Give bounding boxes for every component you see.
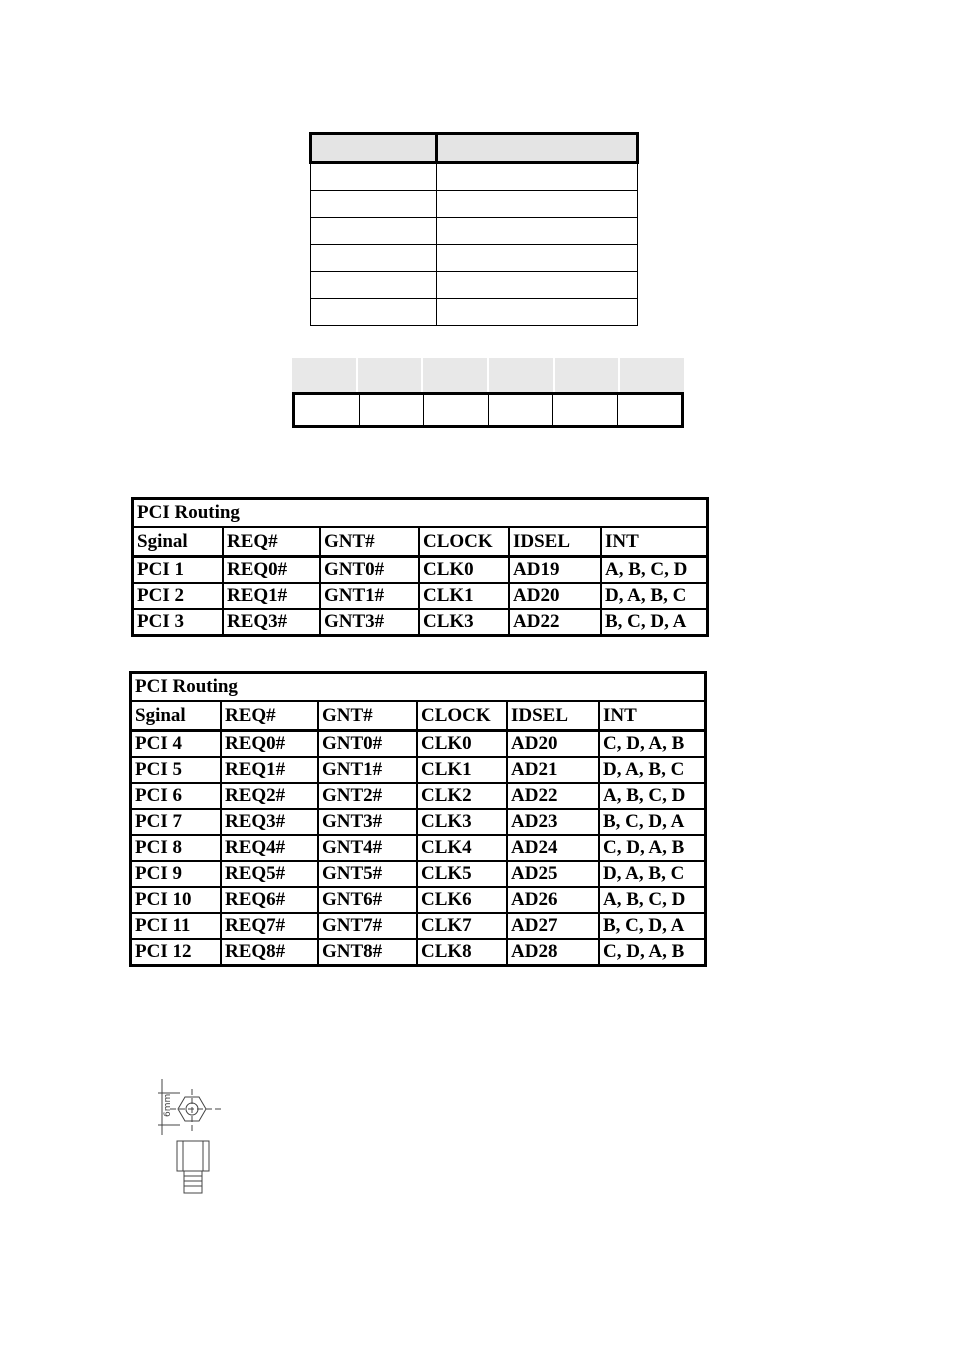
table-cell: CLK2 [417,783,507,809]
table-row [311,163,638,191]
table-row [133,609,708,636]
table-cell: C, D, A, B [599,731,706,758]
table-header-row [311,134,638,163]
table-cell [555,358,621,392]
table-cell: PCI 10 [131,887,222,913]
table-cell: CLK0 [419,557,509,584]
column-header: IDSEL [507,701,599,731]
table-cell: A, B, C, D [599,887,706,913]
table-cell [620,358,684,392]
table-cell: REQ0# [223,557,320,584]
table-row [131,835,706,861]
table-cell: PCI 6 [131,783,222,809]
table-cell [437,163,638,191]
table-cell [295,395,360,425]
column-header: IDSEL [509,527,601,557]
table-cell [437,191,638,218]
table-cell: AD20 [509,583,601,609]
table-cell: GNT1# [318,757,417,783]
standoff-diagram [140,1075,230,1200]
table-cell [437,272,638,299]
table-cell [553,395,618,425]
table-cell: C, D, A, B [599,939,706,966]
table-cell: PCI 12 [131,939,222,966]
table-cell [311,191,437,218]
table-cell: AD28 [507,939,599,966]
table-row [131,887,706,913]
table-cell: REQ3# [223,609,320,636]
table-row [311,191,638,218]
table-row [292,392,684,428]
table-cell: AD24 [507,835,599,861]
column-header: INT [601,527,708,557]
table-cell: GNT0# [320,557,419,584]
table-cell: GNT3# [318,809,417,835]
table-cell [423,358,489,392]
table-cell: B, C, D, A [599,913,706,939]
column-header: CLOCK [419,527,509,557]
table-row [133,557,708,584]
table-cell: GNT1# [320,583,419,609]
table-cell: REQ0# [221,731,318,758]
table-cell: PCI 3 [133,609,224,636]
table-cell: D, A, B, C [599,757,706,783]
table-row [311,272,638,299]
table-row [311,299,638,326]
pci-routing-table-1 [131,497,709,637]
table-cell [311,299,437,326]
table-cell: D, A, B, C [599,861,706,887]
table-cell: GNT5# [318,861,417,887]
table-cell: A, B, C, D [601,557,708,584]
table-cell: REQ5# [221,861,318,887]
table-cell: AD22 [509,609,601,636]
table-cell: CLK1 [417,757,507,783]
table-cell: REQ3# [221,809,318,835]
table-cell: REQ1# [221,757,318,783]
table-cell: GNT2# [318,783,417,809]
table-cell [489,358,555,392]
dimension-label: 6mm [163,1093,173,1117]
table-row [311,245,638,272]
table-cell: CLK8 [417,939,507,966]
table-cell: AD22 [507,783,599,809]
table-cell [360,395,425,425]
table-cell: PCI 9 [131,861,222,887]
table-cell: AD25 [507,861,599,887]
table-header-row [131,701,706,731]
table-cell: CLK3 [417,809,507,835]
table-cell: CLK3 [419,609,509,636]
standoff-body-icon [177,1141,209,1171]
table-cell: CLK4 [417,835,507,861]
table-cell: A, B, C, D [599,783,706,809]
blank-six-column-table [292,358,684,428]
column-header: REQ# [221,701,318,731]
table-cell: CLK5 [417,861,507,887]
table-cell [358,358,424,392]
table-cell: GNT6# [318,887,417,913]
table-cell: B, C, D, A [601,609,708,636]
table-cell [437,245,638,272]
table-cell: D, A, B, C [601,583,708,609]
table-cell [437,218,638,245]
table-cell: GNT7# [318,913,417,939]
table-row [133,583,708,609]
table-cell [437,299,638,326]
table-cell: REQ1# [223,583,320,609]
table-cell: PCI 1 [133,557,224,584]
table-cell [292,358,358,392]
table-title: PCI Routing [133,499,708,528]
table-cell [437,134,638,163]
table-cell: GNT8# [318,939,417,966]
column-header: GNT# [320,527,419,557]
table-cell [489,395,554,425]
table-cell [311,245,437,272]
table-cell: B, C, D, A [599,809,706,835]
table-cell: CLK6 [417,887,507,913]
column-header: REQ# [223,527,320,557]
table-cell: PCI 8 [131,835,222,861]
table-cell: AD27 [507,913,599,939]
table-cell [311,134,437,163]
table-row [131,809,706,835]
table-cell [311,163,437,191]
column-header: Sginal [133,527,224,557]
table-cell: GNT4# [318,835,417,861]
table-row [131,861,706,887]
table-cell: PCI 4 [131,731,222,758]
column-header: GNT# [318,701,417,731]
pci-routing-table-2 [129,671,707,967]
table-row [131,757,706,783]
table-cell [311,218,437,245]
table-cell: GNT3# [320,609,419,636]
table-cell: PCI 2 [133,583,224,609]
table-cell [424,395,489,425]
table-cell [311,272,437,299]
column-header: Sginal [131,701,222,731]
table-row [131,913,706,939]
table-title: PCI Routing [131,673,706,702]
table-cell: PCI 5 [131,757,222,783]
table-cell: AD19 [509,557,601,584]
table-cell: REQ4# [221,835,318,861]
table-cell: REQ2# [221,783,318,809]
table-cell: REQ6# [221,887,318,913]
table-cell: AD26 [507,887,599,913]
table-cell: AD21 [507,757,599,783]
table-cell: REQ8# [221,939,318,966]
table-cell: CLK1 [419,583,509,609]
table-cell: PCI 11 [131,913,222,939]
column-header: INT [599,701,706,731]
table-cell: PCI 7 [131,809,222,835]
table-row [131,783,706,809]
table-header-row [292,358,684,392]
table-title-row [131,673,706,702]
table-title-row [133,499,708,528]
table-cell: AD23 [507,809,599,835]
table-row [131,939,706,966]
table-cell: GNT0# [318,731,417,758]
table-cell: CLK7 [417,913,507,939]
table-cell [618,395,682,425]
table-cell: REQ7# [221,913,318,939]
blank-two-column-table [309,132,639,326]
table-header-row [133,527,708,557]
table-cell: CLK0 [417,731,507,758]
table-cell: AD20 [507,731,599,758]
table-row [311,218,638,245]
table-cell: C, D, A, B [599,835,706,861]
table-row [131,731,706,758]
column-header: CLOCK [417,701,507,731]
